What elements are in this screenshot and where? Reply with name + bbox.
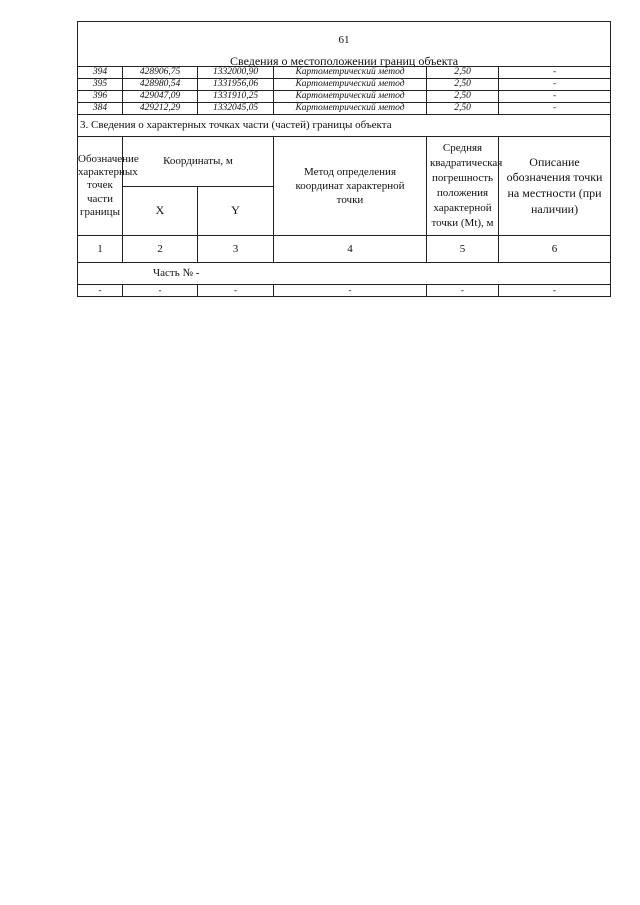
header-x: X [123, 186, 198, 236]
page-number: 61 [338, 34, 350, 46]
empty-cell: - [78, 285, 123, 297]
method: Картометрический метод [274, 91, 427, 103]
header-point-designation: Обозначение характерных точек части границы [78, 137, 123, 236]
mean-error: 2,50 [427, 67, 499, 79]
point-number: 384 [78, 103, 123, 115]
column-number: 6 [499, 236, 611, 263]
section-row [78, 115, 611, 137]
part-row [78, 263, 611, 285]
table-row [78, 67, 611, 79]
column-number: 2 [123, 236, 198, 263]
coord-x: 429047,09 [123, 91, 198, 103]
coord-y: 1332045,05 [198, 103, 274, 115]
description: - [499, 103, 611, 115]
point-number: 396 [78, 91, 123, 103]
empty-cell: - [427, 285, 499, 297]
coord-x: 429212,29 [123, 103, 198, 115]
empty-cell: - [274, 285, 427, 297]
mean-error: 2,50 [427, 79, 499, 91]
table-row [78, 103, 611, 115]
column-number: 5 [427, 236, 499, 263]
column-number: 4 [274, 236, 427, 263]
boundary-table [77, 21, 611, 297]
method: Картометрический метод [274, 67, 427, 79]
point-number: 394 [78, 67, 123, 79]
empty-cell: - [198, 285, 274, 297]
header-y: Y [198, 186, 274, 236]
mean-error: 2,50 [427, 91, 499, 103]
method: Картометрический метод [274, 103, 427, 115]
mean-error: 2,50 [427, 103, 499, 115]
table-row [78, 79, 611, 91]
empty-cell: - [499, 285, 611, 297]
header-description: Описание обозначения точки на местности (при наличии) [499, 137, 611, 236]
description: - [499, 67, 611, 79]
header-method: Метод определения координат характерной точки [274, 137, 427, 236]
part-label: Часть № - [78, 263, 611, 285]
document-title: Сведения о местоположении границ объекта [229, 54, 459, 68]
page-header [78, 22, 611, 67]
coord-y: 1331910,25 [198, 91, 274, 103]
section-title: 3. Сведения о характерных точках части (частей) границы объекта [78, 115, 611, 137]
header-coordinates: Координаты, м [123, 137, 274, 187]
method: Картометрический метод [274, 79, 427, 91]
coord-x: 428980,54 [123, 79, 198, 91]
table-row [78, 91, 611, 103]
coord-x: 428906,75 [123, 67, 198, 79]
column-number: 3 [198, 236, 274, 263]
coord-y: 1332000,90 [198, 67, 274, 79]
header-mean-error: Средняя квадратическая погрешность положения характерной точки (Mt), м [427, 137, 499, 236]
description: - [499, 79, 611, 91]
coord-y: 1331956,06 [198, 79, 274, 91]
point-number: 395 [78, 79, 123, 91]
document-page [77, 21, 610, 297]
table-row [78, 285, 611, 297]
column-number-row [78, 236, 611, 263]
column-header-row [78, 137, 611, 187]
empty-cell: - [123, 285, 198, 297]
column-number: 1 [78, 236, 123, 263]
description: - [499, 91, 611, 103]
